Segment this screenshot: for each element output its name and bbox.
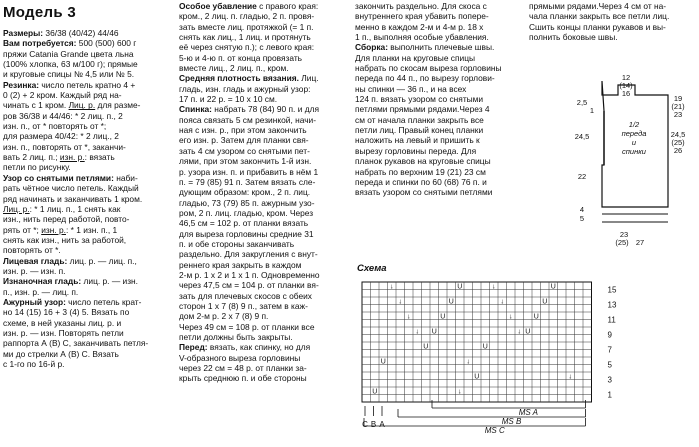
text-line: V-образного выреза горловины [179,352,301,363]
text-line: внутреннего края убавить попере- [355,11,489,22]
text-line: реннего края закрыть в каждом [179,259,302,270]
text-line: вырезу горловины переда. Для [355,145,477,156]
dimension-label: 4 [579,205,585,214]
text-column-3 [355,1,523,198]
yarn-over-symbol: U [372,388,378,396]
text-line: прямыми рядами.Через 4 см от на- [529,1,667,11]
text-line: ров 36/38 и 44/46: * 2 лиц. п., 2 [3,110,123,121]
text-line: и круговые спицы № 4,5 или № 5. [3,69,135,80]
text-line: вать 2 лиц. п.; изн. р.: вязать [3,152,115,163]
row-number: 13 [607,300,617,310]
text-line: петлями прямыми рядами.Через 4 [355,104,490,115]
text-line: Особое убавление с правого края: [179,1,319,11]
dimension-label: 27 [635,238,645,247]
yarn-over-symbol: U [550,283,556,291]
yarn-over-symbol: U [474,373,480,381]
text-line: петли должны быть закрыты. [179,332,293,342]
text-line: 5-ю и 4-ю п. от конца провязать [179,52,303,63]
dimension-label: 23 [673,110,683,119]
dimension-label: 24,5 [670,130,686,139]
text-line: изн. р. — изн. п. [3,265,66,276]
text-line: снять как лиц., 1 лиц. и протянуть [179,32,311,43]
text-line: ны спинки — 36 п., и на всех [355,83,467,94]
text-line: п., изн. р. — лиц. п. [3,286,79,297]
text-line: Размеры: 36/38 (40/42) 44/46 [3,28,119,38]
text-line: 124 п. вязать узором со снятыми [355,94,484,105]
text-line: зать 4 см узором со снятыми пет- [179,145,310,156]
text-line: для выреза горловины средние 31 [179,228,314,239]
text-line: петли по рисунку. [3,162,71,173]
yarn-over-symbol: U [423,343,429,351]
text-line: закончить раздельно. Для скоса с [355,1,487,11]
row-number: 3 [607,375,612,385]
text-line: изн. р. — изн. Повторять петли [3,327,124,338]
dimension-label: 16 [621,89,631,98]
decrease-symbol: ↓ [415,328,419,336]
dimension-label: (21) [671,102,685,111]
decrease-symbol: ↓ [407,313,411,321]
text-line: дующим образом: кром., 2 п. лиц. [179,187,311,198]
text-line: п. = 79 (85) 91 п. Затем вязать сле- [179,176,316,187]
text-line: кром., 2 лиц. п. гладью, 2 п. провя- [179,11,315,22]
row-number: 1 [607,390,612,400]
text-line: переда по 44 п., по вырезу горлови- [355,73,495,84]
text-line: схеме, в ней указаны лиц. р. и [3,317,122,328]
text-line: менно в каждом 2-м и 4-м р. 18 х [355,21,484,32]
text-line: 46,5 см = 102 р. от планки вязать [179,218,309,229]
text-line: крыть среднюю п. и обе стороны [179,373,307,384]
dimension-label: 12 [621,75,631,82]
yarn-over-symbol: U [440,313,446,321]
text-line: переда и спинки по 60 (68) 76 п. и [355,176,487,187]
text-line: с 1-го по 16-й р. [3,359,65,369]
dimension-label: 23 [619,230,629,239]
row-number: 11 [607,315,616,325]
text-line: для размера 40/42: * 2 лиц., 2 [3,131,119,142]
text-line: Лицевая гладь: лиц. р. — лиц. п., [3,255,137,266]
text-line: изн., нить перед работой, повто- [3,214,130,225]
row-number: 15 [607,285,617,295]
text-line: изн. п., от * повторять от *; [3,121,107,132]
decrease-symbol: ↓ [466,358,470,366]
arrow-label: A [379,420,385,429]
text-line: снять как изн., нить за работой, [3,234,127,245]
dimension-label: 5 [579,214,585,223]
yarn-over-symbol: U [431,328,437,336]
dimension-label: 19 [673,94,683,103]
chart-symbols [372,284,572,396]
text-line: Для планки на круговые спицы [355,52,476,63]
decrease-symbol: ↓ [568,373,572,381]
text-line: но 14 (15) 16 + 3 (4) 5. Вязать по [3,307,130,318]
decrease-symbol: ↓ [458,388,462,396]
text-line: Сшить концы планки рукавов и вы- [529,21,666,32]
text-line: п. и обе стороны заканчивать [179,238,295,249]
text-line: см от начала планки закрыть все [355,114,484,125]
text-line: петли лиц. Правый конец планки [355,125,484,136]
text-line: планок рукавов на круговые спицы [355,156,491,167]
row-number: 5 [607,360,612,370]
text-line: дом 2-м р. 2 х 7 (8) 9 п. [179,311,269,322]
text-line: пряжи Catania Grande цвета льна [3,48,134,59]
text-column-1 [3,28,170,369]
text-line: через 47,5 см = 104 р. от планки вя- [179,280,319,291]
yarn-over-symbol: U [448,298,454,306]
text-line: полнить боковые швы. [529,32,618,43]
text-line: вязать узором со снятыми петлями [355,187,493,198]
text-line: сторон 1 х 7 (8) 9 п., затем в каж- [179,300,308,311]
text-line: рять от *; изн. р.: * 1 изн. п., 1 [3,224,118,235]
text-line: Средняя плотность вязания. Лиц. [179,73,319,84]
repeat-label: MS B [501,417,522,426]
text-line: вместе лиц., 2 лиц. п., кром. [179,63,289,74]
text-line: зать вместе лиц. протяжкой (= 1 п. [179,21,314,32]
dimension-label: 24,5 [574,132,590,141]
decrease-symbol: ↓ [492,283,496,291]
text-line: Изнаночная гладь: лиц. р. — изн. [3,276,138,287]
text-line: Вам потребуется: 500 (500) 600 г [3,38,137,49]
repeat-label: MS A [518,408,539,417]
yarn-over-symbol: U [457,283,463,291]
text-column-4 [529,1,697,42]
dimension-label: 2,5 [576,98,588,107]
text-line: её через снятую п.); с левого края: [179,42,315,53]
text-line: чала планки закрыть все петли лиц. [529,11,670,22]
page-title: Модель 3 [3,4,76,21]
chart-repeat-lines [362,400,585,435]
text-line: Сборка: выполнить плечевые швы. [355,42,495,53]
text-line: раппорта А (В) С, заканчивать петля- [3,338,149,349]
yarn-over-symbol: U [525,328,531,336]
text-line: Резинка: число петель кратно 4 + [3,79,136,90]
text-line: рать чётное число петель. Каждый [3,183,139,194]
decrease-symbol: ↓ [390,283,394,291]
schematic-dimensions [575,75,686,247]
decrease-symbol: ↓ [517,328,521,336]
text-line: ром, 2 п. лиц. гладью, кром. Через [179,207,314,218]
text-line: пояса связать 5 см резинкой, начи- [179,114,317,125]
text-line: раздельно. Для закругления с внут- [179,249,318,260]
garment-schematic [560,75,699,260]
decrease-symbol: ↓ [500,298,504,306]
decrease-symbol: ↓ [509,313,513,321]
row-number: 7 [607,345,612,355]
text-line: лями, при этом закончить 1-й изн. [179,156,312,167]
yarn-over-symbol: U [482,343,488,351]
text-line: 17 п. и 22 р. = 10 х 10 см. [179,94,278,105]
yarn-over-symbol: U [533,313,539,321]
knitting-chart [350,270,690,445]
text-line: гладь, изн. гладь и ажурный узор: [179,83,311,94]
text-line: набрать по верхним 19 (21) 23 см [355,166,486,177]
text-line: 2-м р. 1 х 2 и 1 х 1 п. Одновременно [179,269,320,280]
text-line: 1 п., выполняя особые убавления. [355,32,489,43]
schematic-center-label: переда [621,129,647,138]
yarn-over-symbol: U [542,298,548,306]
decrease-symbol: ↓ [398,298,402,306]
scheme-title: Схема [357,263,387,274]
text-line: его изн. р. Затем для планки свя- [179,135,309,146]
schematic-center-label: 1/2 [628,120,640,129]
yarn-over-symbol: U [380,358,386,366]
text-line: р. узора изн. п. и прибавить в нём 1 [179,166,319,177]
arrow-label: B [370,420,377,429]
schematic-center-label: и [631,138,637,147]
row-number: 9 [607,330,612,340]
text-line: Спинка: набрать 78 (84) 90 п. и для [179,104,320,115]
dimension-label: 22 [577,172,587,181]
text-line: повторять от *. [3,245,61,256]
text-line: 0 (2) + 2 кром. Каждый ряд на- [3,90,122,101]
text-line: ная с изн. р., при этом закончить [179,125,307,136]
text-line: ряд начинать и заканчивать 1 кром. [3,193,143,204]
dimension-label: 1 [589,106,595,115]
text-line: Перед: вязать, как спинку, но для [179,342,311,353]
dimension-label: (25) [615,238,629,247]
text-line: изн. п., повторять от *, заканчи- [3,141,126,152]
schematic-center-label: спинки [622,147,646,156]
text-line: зать для плечевых скосов с обеих [179,290,312,301]
text-line: гладью, 73 (79) 85 п. ажурным узо- [179,197,315,208]
text-line: Узор со снятыми петлями: наби- [3,172,138,183]
chart-row-labels [608,286,617,400]
dimension-label: (25) [671,138,685,147]
text-line: ми до стрелки А (В) С. Вязать [3,348,119,359]
dimension-label: (14) [619,81,633,90]
text-line: Ажурный узор: число петель крат- [3,296,142,307]
text-line: Через 49 см = 108 р. от планки все [179,321,315,332]
text-line: чинать с 1 кром. Лиц. р. для разме- [3,100,141,111]
text-line: набрать по скосам выреза горловины [355,63,502,74]
arrow-label: C [362,420,368,429]
dimension-label: 26 [673,146,683,155]
repeat-label: MS C [484,426,505,435]
text-line: (100% хлопка, 63 м/100 г); прямые [3,59,138,70]
text-line: через 22 см = 48 р. от планки за- [179,363,307,374]
text-line: Лиц. р.: * 1 лиц. п., 1 снять как [3,203,121,214]
chart-grid [362,282,592,402]
text-line: наложить на левый и пришить к [355,135,480,146]
text-column-2 [179,1,348,384]
